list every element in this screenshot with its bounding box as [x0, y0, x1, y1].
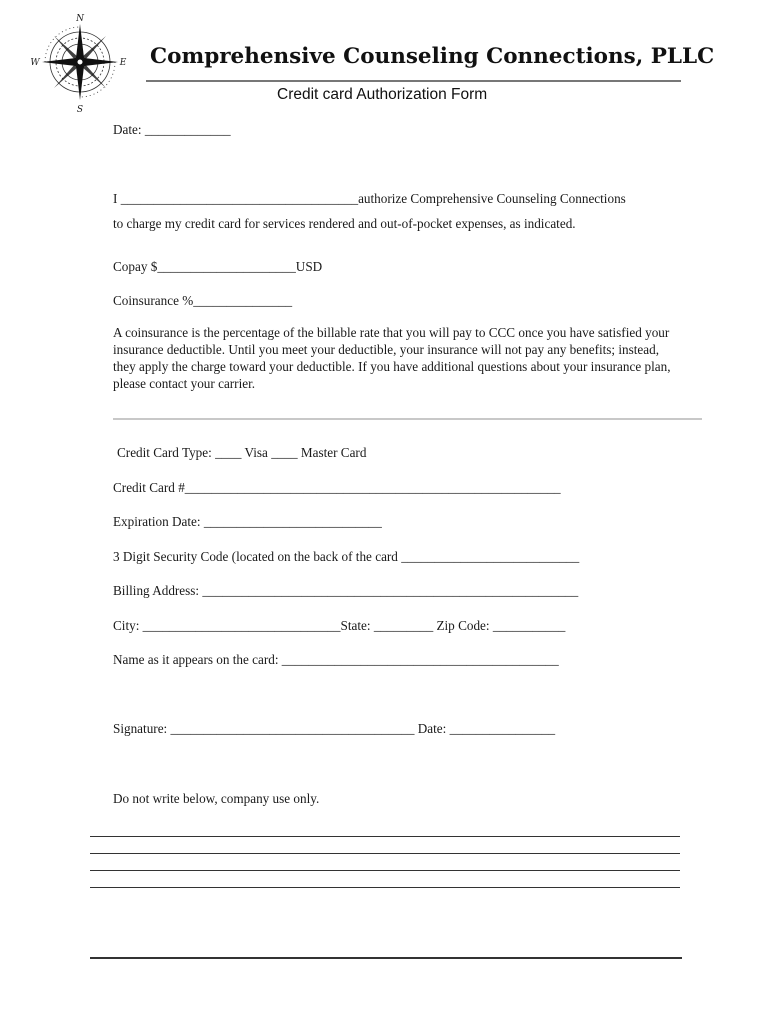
compass-n-label: N — [76, 14, 84, 24]
office-use-line — [90, 870, 680, 871]
office-use-line — [90, 853, 680, 854]
billing-address-field[interactable]: Billing Address: _________________________________________________________ — [113, 583, 579, 598]
name-on-card-field[interactable]: Name as it appears on the card: __________________________________________ — [113, 652, 559, 667]
coinsurance-explanation: A coinsurance is the percentage of the billable rate that you will pay to CCC once you have satisfied your insurance deductible. Until you meet your deductible, your insurance will not pay any benefits; instead, they apply the charge toward your deductible. If you have additional questions about your insurance plan, please contact your carrier. — [113, 325, 671, 391]
company-name: Comprehensive Counseling Connections, PLLC — [150, 44, 715, 69]
signature-field[interactable]: Signature: _____________________________________ Date: ________________ — [113, 721, 556, 736]
form-title: Credit card Authorization Form — [277, 86, 488, 103]
coinsurance-field[interactable]: Coinsurance %_______________ — [113, 293, 293, 308]
card-number-field[interactable]: Credit Card #_________________________________________________________ — [113, 480, 561, 495]
office-use-note: Do not write below, company use only. — [113, 791, 320, 806]
compass-s-label: S — [76, 105, 84, 114]
section-divider — [113, 418, 702, 420]
date-field[interactable]: Date: _____________ — [113, 122, 231, 137]
office-use-line — [90, 887, 680, 888]
footer-rule — [90, 957, 682, 959]
card-type-field[interactable]: Credit Card Type: ____ Visa ____ Master Card — [117, 445, 367, 460]
expiration-field[interactable]: Expiration Date: ___________________________ — [113, 514, 382, 529]
compass-e-label: E — [119, 58, 127, 68]
compass-rose-icon — [30, 10, 130, 114]
header-rule — [146, 80, 681, 82]
charge-statement: to charge my credit card for services rendered and out-of-pocket expenses, as indicated. — [113, 216, 576, 231]
compass-w-label: W — [30, 58, 40, 68]
city-state-zip-field[interactable]: City: ______________________________State: _________ Zip Code: ___________ — [113, 618, 566, 633]
copay-field[interactable]: Copay $_____________________USD — [113, 259, 323, 274]
authorize-line[interactable]: I ____________________________________authorize Comprehensive Counseling Connections — [113, 191, 626, 206]
security-code-field[interactable]: 3 Digit Security Code (located on the back of the card ___________________________ — [113, 549, 580, 564]
office-use-line — [90, 836, 680, 837]
